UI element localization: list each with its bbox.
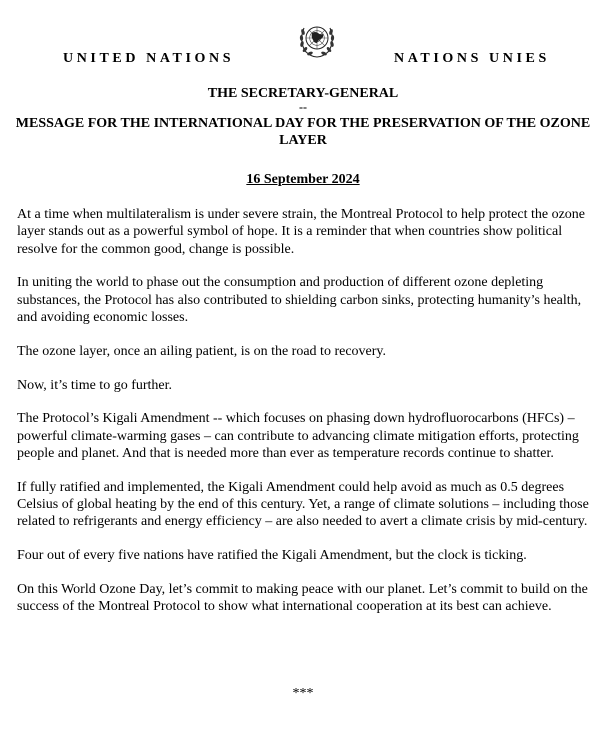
message-date-container bbox=[0, 172, 606, 188]
message-date: 16 September 2024 bbox=[246, 172, 360, 187]
title-separator: -- bbox=[299, 100, 307, 114]
paragraph: On this World Ozone Day, let’s commit to making peace with our planet. Let’s commit to build on the success of the Montreal Protocol to show what international cooperation at its best can achieve. bbox=[17, 581, 588, 615]
paragraph: If fully ratified and implemented, the Kigali Amendment could help avoid as much as 0.5 degrees Celsius of global heating by the end of this century. Yet, a range of climate solutions – including those related to refrigerants and energy efficiency – are also needed to avert a climate crisis by mid-century. bbox=[17, 479, 589, 530]
paragraph: In uniting the world to phase out the consumption and production of different ozone depleting substances, the Protocol has also contributed to shielding carbon sinks, protecting humanity’s health, and avoiding economic losses. bbox=[17, 275, 582, 325]
message-header bbox=[0, 85, 606, 149]
message-title: MESSAGE FOR THE INTERNATIONAL DAY FOR THE PRESERVATION OF THE OZONE LAYER bbox=[15, 116, 591, 148]
letterhead bbox=[0, 20, 606, 80]
paragraph: The ozone layer, once an ailing patient, is on the road to recovery. bbox=[17, 343, 386, 359]
paragraph: At a time when multilateralism is under severe strain, the Montreal Protocol to help protect the ozone layer stands out as a powerful symbol of hope. It is a reminder that when countries show political resolve for the common good, change is possible. bbox=[17, 207, 586, 257]
un-emblem-icon bbox=[296, 20, 338, 60]
paragraph: The Protocol’s Kigali Amendment -- which focuses on phasing down hydrofluorocarbons (HFCs) – powerful climate-warming gases – can contribute to advancing climate mitigation efforts, protecting people and planet. And that is needed more than ever as temperature records continue to shatter. bbox=[17, 411, 579, 461]
paragraph: Four out of every five nations have ratified the Kigali Amendment, but the clock is ticking. bbox=[17, 548, 527, 564]
message-body bbox=[17, 206, 595, 632]
org-name-english: UNITED NATIONS bbox=[63, 51, 235, 66]
office-title: THE SECRETARY-GENERAL bbox=[207, 86, 399, 101]
end-mark: *** bbox=[292, 686, 314, 701]
paragraph: Now, it’s time to go further. bbox=[17, 377, 173, 393]
org-name-french: NATIONS UNIES bbox=[394, 51, 550, 66]
